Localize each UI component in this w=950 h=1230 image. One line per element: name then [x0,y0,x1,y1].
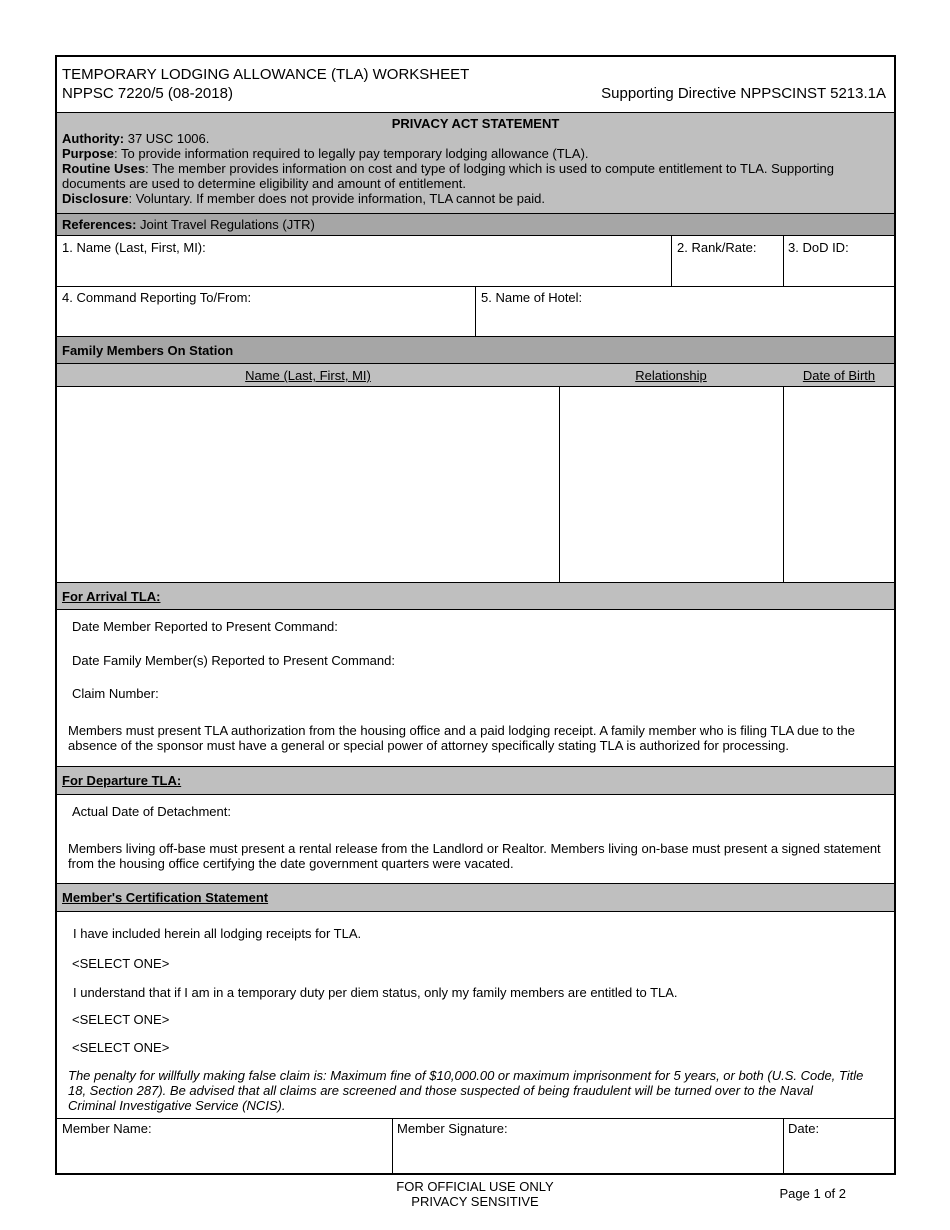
command-label: 4. Command Reporting To/From: [62,290,252,305]
family-table-header [57,364,894,386]
date-input[interactable] [785,1137,893,1173]
date-member-reported-input[interactable] [387,615,687,637]
footer-fouo: FOR OFFICIAL USE ONLY [396,1179,554,1194]
dodid-input[interactable] [785,257,893,285]
certification-statement-2: I understand that if I am in a temporary duty per diem status, only my family members are entitled to TLA. [73,985,678,1000]
date-label: Date: [788,1121,820,1136]
departure-note: Members living off-base must present a rental release from the Landlord or Realtor. Members living on-base must present a signed statement from the housing office certifying the date government quarters were vacated. [68,841,881,871]
name-input[interactable] [59,257,669,285]
rank-label: 2. Rank/Rate: [677,240,757,255]
form-title: TEMPORARY LODGING ALLOWANCE (TLA) WORKSHEET [62,66,470,83]
privacy-act-section [57,113,894,213]
arrival-bar [57,583,894,609]
family-dob-input[interactable] [785,388,893,580]
date-family-reported-input[interactable] [442,649,742,671]
certification-heading: Member's Certification Statement [62,890,269,905]
form-number: NPPSC 7220/5 (08-2018) [62,85,233,102]
col-dob-header: Date of Birth [802,368,876,383]
family-relationship-input[interactable] [561,388,781,580]
privacy-act-heading: PRIVACY ACT STATEMENT [391,116,560,131]
col-name-header: Name (Last, First, MI) [245,368,371,383]
select-one-dropdown-1[interactable]: <SELECT ONE> [72,956,170,971]
certification-bar [57,884,894,911]
page-number: Page 1 of 2 [779,1186,846,1201]
claim-number-label: Claim Number: [72,686,159,701]
member-signature-label: Member Signature: [397,1121,508,1136]
hotel-label: 5. Name of Hotel: [481,290,583,305]
family-name-input[interactable] [59,388,557,580]
departure-heading: For Departure TLA: [62,773,182,788]
command-input[interactable] [59,307,473,335]
col-relationship-header: Relationship [635,368,707,383]
member-signature-input[interactable] [394,1137,782,1173]
arrival-note: Members must present TLA authorization from the housing office and a paid lodging receipt. A family member who is filing TLA due to the absence of the sponsor must have a general or special power of attorney specifically stating TLA is authorized for processing. [68,723,855,753]
privacy-purpose: Purpose: To provide information required to legally pay temporary lodging allowance (TLA). [62,146,589,161]
date-member-reported-label: Date Member Reported to Present Command: [72,619,338,634]
family-members-heading: Family Members On Station [62,343,234,358]
tla-worksheet-form [55,55,896,1175]
references-bar [57,214,894,235]
claim-number-input[interactable] [217,682,517,704]
family-members-bar [57,337,894,363]
hotel-input[interactable] [477,307,893,335]
certification-statement-1: I have included herein all lodging receipts for TLA. [73,926,362,941]
select-one-dropdown-3[interactable]: <SELECT ONE> [72,1040,170,1055]
privacy-authority: Authority: 37 USC 1006. [62,131,210,146]
date-detachment-input[interactable] [232,800,532,822]
arrival-heading: For Arrival TLA: [62,589,161,604]
privacy-routine-uses: Routine Uses: The member provides information on cost and type of lodging which is used to compute entitlement to TLA. Supporting documents are used to determine eligibility and amount of entitlement. [62,161,834,191]
supporting-directive: Supporting Directive NPPSCINST 5213.1A [601,85,886,102]
dodid-label: 3. DoD ID: [788,240,849,255]
privacy-disclosure: Disclosure: Voluntary. If member does not provide information, TLA cannot be paid. [62,191,545,206]
departure-bar [57,767,894,794]
member-name-label: Member Name: [62,1121,152,1136]
name-label: 1. Name (Last, First, MI): [62,240,206,255]
rank-input[interactable] [673,257,783,285]
references-text: References: Joint Travel Regulations (JTR) [62,217,315,232]
date-family-reported-label: Date Family Member(s) Reported to Present Command: [72,653,395,668]
member-name-input[interactable] [59,1137,389,1173]
penalty-statement: The penalty for willfully making false claim is: Maximum fine of $10,000.00 or maximum imprisonment for 5 years, or both (U.S. Code, Title 18, Section 287). Be advised that all claims are screened and those suspected of being fraudulent will be turned over to the Naval Criminal Investigative Service (NCIS). [68,1068,864,1113]
date-detachment-label: Actual Date of Detachment: [72,804,231,819]
footer-privacy-sensitive: PRIVACY SENSITIVE [411,1194,539,1209]
select-one-dropdown-2[interactable]: <SELECT ONE> [72,1012,170,1027]
